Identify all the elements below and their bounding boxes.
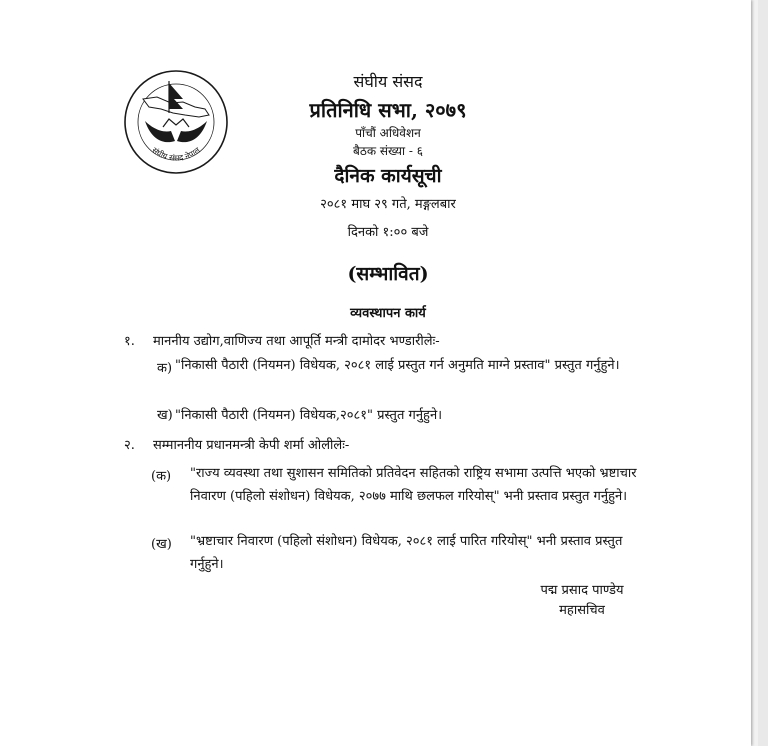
house-title: प्रतिनिधि सभा, २०७९: [309, 98, 467, 122]
subitem-label: क): [157, 361, 173, 376]
item-heading: माननीय उद्योग,वाणिज्य तथा आपूर्ति मन्त्री दामोदर भण्डारीलेः-: [153, 334, 440, 349]
scrollbar-track[interactable]: [758, 0, 768, 746]
section-title: व्यवस्थापन कार्य: [350, 306, 426, 321]
signatory-title: महासचिव: [559, 603, 605, 618]
subitem-label: (क): [151, 469, 172, 484]
subitem-text: "भ्रष्टाचार निवारण (पहिलो संशोधन) विधेयक, २०८१ लाई पारित गरियोस्" भनी प्रस्ताव प्रस्तुत गर्नुहुने।: [190, 534, 623, 572]
agenda-date: २०८१ माघ २९ गते, मङ्गलबार: [320, 197, 456, 212]
subitem-text: "राज्य व्यवस्था तथा सुशासन समितिको प्रतिवेदन सहितको राष्ट्रिय सभामा उत्पत्ति भएको भ्रष्टाचार निवारण (पहिलो संशोधन) विधेयक, २०७७ माथि छलफल गरियोस्" भनी प्रस्ताव प्रस्तुत गर्नुहुने।: [190, 466, 637, 504]
subitem-label: (ख): [151, 537, 172, 552]
item-number: १.: [124, 334, 135, 349]
meeting-number: बैठक संख्या - ६: [353, 144, 423, 158]
signatory-name: पद्म प्रसाद पाण्डेय: [540, 583, 624, 598]
agenda-time: दिनको १:०० बजे: [347, 225, 429, 240]
subitem-text: "निकासी पैठारी (नियमन) विधेयक,२०८१" प्रस्तुत गर्नुहुने।: [175, 408, 443, 423]
logo-text: संघीय संसद नेपाल: [150, 145, 202, 163]
session-label: पाँचौं अधिवेशन: [355, 126, 421, 140]
org-name: संघीय संसद: [353, 72, 423, 91]
subitem-text: "निकासी पैठारी (नियमन) विधेयक, २०८१ लाई प्रस्तुत गर्न अनुमति माग्ने प्रस्ताव" प्रस्तुत गर्नुहुने।: [175, 358, 620, 373]
item-heading: सम्माननीय प्रधानमन्त्री केपी शर्मा ओलीलेः-: [153, 438, 350, 453]
tentative-label: (सम्भावित): [347, 263, 429, 285]
agenda-title: दैनिक कार्यसूची: [334, 165, 442, 187]
item-number: २.: [124, 438, 135, 453]
subitem-label: ख): [157, 408, 173, 423]
